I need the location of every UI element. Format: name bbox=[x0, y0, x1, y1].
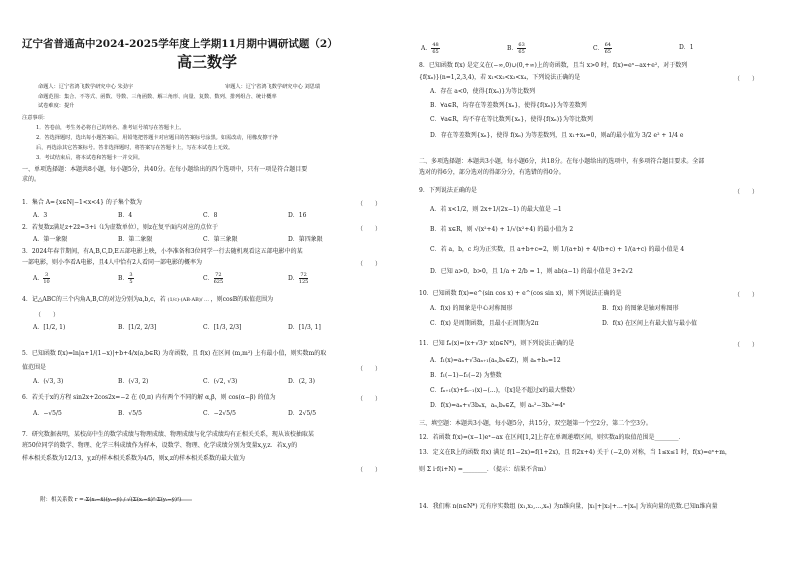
author-line: 命题人：辽宁省鸿飞数学研究中心 朱劲宇 bbox=[38, 84, 134, 90]
difficulty-line: 试卷难度：提升 bbox=[38, 103, 75, 109]
q5-option-d: D．(2, 3) bbox=[288, 378, 315, 385]
q3-option-a: A． $\frac{3}{10}$ bbox=[33, 272, 50, 285]
answer-bracket: （ ） bbox=[357, 366, 382, 373]
reviewer-line: 审题人：辽宁省鸿飞数学研究中心 刘思瑞 bbox=[225, 84, 321, 90]
q9-stem: 9．下列说法正确的是 bbox=[419, 187, 477, 194]
q2-option-b: B．第二象限 bbox=[118, 236, 153, 243]
answer-bracket: （ ） bbox=[357, 201, 382, 208]
q8-option-c: C．∀a∈R，均不存在等比数列{xₙ}，使得{f(xₙ)}为等比数列 bbox=[430, 116, 593, 123]
q1-option-d: D．16 bbox=[288, 212, 307, 219]
answer-bracket: （ ） bbox=[734, 292, 759, 299]
q8-option-a: A．存在 a<0，使得{f(xₙ)}为等比数列 bbox=[430, 88, 536, 95]
q3-stem: 3．2024年春节期间，有A,B,C,D,E五部电影上映，小李准备和3位同学一行去随机观看这五部电影中的某 bbox=[22, 248, 303, 255]
correlation-formula-graphic bbox=[84, 480, 194, 520]
q7-option-c: C． $\frac{64}{65}$ bbox=[593, 42, 611, 55]
q8-stem: 8．已知函数 f(x) 是定义在(−∞,0)∪(0,+∞)上的奇函数，且当 x>0 时，f(x)=eˣ−ax+e²，对于数列 bbox=[419, 62, 688, 69]
q13-stem-cont: 则 Σ i·f(i+N) =________．（提示：结果不含m） bbox=[419, 466, 550, 473]
q11-stem: 11．已知 fₙ(x)=(x+√3)ⁿ x(n∈N*)，则下列说法正确的是 bbox=[419, 340, 575, 347]
q7-stem: 7．研究数据表明，某校高中生的数学成绩与物理成绩、物理成绩与化学成绩均有正相关关系，现从该校抽取某 bbox=[22, 431, 314, 438]
q3-option-d: D． $\frac{72}{125}$ bbox=[288, 272, 309, 285]
q10-option-d: D．f(x) 在区间上有最大值与最小值 bbox=[602, 320, 698, 327]
q8-option-d: D．存在等差数列{xₙ}，使得 f(xₙ) 为等差数列，且 x₁+x₄=0，则a的最小值为 3/2 e² + 1/4 e bbox=[430, 132, 684, 139]
q5-stem: 5．已知函数 f(x)=ln|a+1/(1−x)|+b+4/x(a,b∈R) 为奇函数，且 f(x) 在区间 (m,m²) 上有最小值，则实数m的取 bbox=[22, 350, 327, 357]
q9-option-c: C．若 a，b，c 均为正实数，且 a+b+c=2，则 1/(a+b) + 4/(b+c) + 1/(a+c) 的最小值是 4 bbox=[430, 246, 685, 253]
q9-option-b: B．若 x∈R，则 √(x²+4) + 1/√(x²+4) 的最小值为 2 bbox=[430, 226, 574, 233]
q10-stem: 10．已知函数 f(x)=e^(sin cos x) + e^(cos sin x)，则下列说法正确的是 bbox=[419, 290, 622, 297]
q5-option-c: C．(√2, √3) bbox=[203, 378, 238, 385]
q2-option-c: C．第三象限 bbox=[203, 236, 238, 243]
q3-option-b: B． $\frac{3}{5}$ bbox=[118, 272, 133, 285]
q10-option-c: C．f(x) 是周期函数，且最小正周期为2π bbox=[430, 320, 539, 327]
q5-option-b: B．(√3, 2) bbox=[118, 378, 149, 385]
q9-option-a: A．若 x<1/2，则 2x+1/(2x−1) 的最大值是 −1 bbox=[430, 206, 562, 213]
answer-bracket: （ ） bbox=[357, 467, 382, 474]
q3-stem-cont: 一部电影，则小李看A电影，且4人中恰有2人看同一部电影的概率为 bbox=[22, 259, 202, 266]
q6-option-d: D．2√5/5 bbox=[288, 410, 317, 417]
q4-option-b: B．[1/2, 2/3] bbox=[118, 324, 157, 331]
q8-option-b: B．∀a∈R，均存在等差数列{xₙ}，使得{f(xₙ)}为等差数列 bbox=[430, 102, 587, 109]
section1-heading: 一、单项选择题：本题共8小题，每小题5分，共40分。在每小题给出的四个选项中，只有一项是符合题目要 bbox=[22, 166, 308, 173]
note-item: 后，再选涂其它答案标号。答非选择题时，将答案写在答题卡上，写在本试卷上无效。 bbox=[36, 145, 234, 151]
q11-option-a: A．f₁(x)=aₙ+√3aₙ₊₁(aₙ,bₙ∈Z)，则 aₙ+bₙ=12 bbox=[430, 357, 561, 364]
q8-stem-cont: {f(xₙ)}(n=1,2,3,4)，若 x₁<x₂<x₃<x₄，下列说法正确的是 bbox=[419, 74, 581, 81]
answer-bracket: （ ） bbox=[357, 226, 382, 233]
q9-option-d: D．已知 a>0，b>0，且 1/a + 2/b = 1，则 ab(a−1) 的最小值是 3+2√2 bbox=[430, 268, 633, 275]
answer-bracket: （ ） bbox=[734, 189, 759, 196]
q4-option-d: D．[1/3, 1] bbox=[288, 324, 321, 331]
scope-line: 命题范围：集合、不等式、函数、导数、三角函数、解三角形、向量、复数、数列、排列组合、统计概率 bbox=[38, 94, 277, 100]
answer-bracket: （ ） bbox=[357, 396, 382, 403]
q7-option-a: A． $\frac{48}{65}$ bbox=[421, 42, 439, 55]
q5-option-a: A．(√3, 3) bbox=[33, 378, 64, 385]
section2-heading-cont: 选对的得6分，部分选对的得部分分，有选错的得0分。 bbox=[419, 169, 565, 176]
subject-title: 高三数学 bbox=[177, 53, 238, 71]
q1-option-a: A．3 bbox=[33, 212, 48, 219]
q7-option-d: D．1 bbox=[679, 44, 694, 51]
q2-stem: 2．若复数z满足z+2z̄=3+i（i为虚数单位），则z在复平面内对应的点位于 bbox=[22, 224, 219, 231]
q11-option-b: B．f₁(−1)−f₁(−2) 为整数 bbox=[430, 372, 502, 379]
q1-option-b: B．4 bbox=[118, 212, 133, 219]
right-column bbox=[397, 0, 794, 562]
q11-option-d: D．f(x)=aₙ+√3bₙx，aₙ,bₙ∈Z，则 aₙ²−3bₙ²=4ⁿ bbox=[430, 402, 566, 409]
q1-stem: 1．集合 A={x∈N|−1<x<4} 的子集个数为 bbox=[22, 199, 142, 206]
q4-stem: 4．记△ABC的三个内角A,B,C的对边分别为a,b,c，若 (1/c)·(AB·AB)/ … ，则cosB的取值范围为 bbox=[22, 296, 274, 303]
q11-option-c: C．fₙ₊₁(x)+fₙ₋₁(x)−(...)，（[x]是不超过x的最大整数） bbox=[430, 387, 579, 394]
section2-heading: 二、多项选择题：本题共3小题，每小题6分，共18分。在每小题给出的选项中，有多项符合题目要求。全部 bbox=[419, 158, 705, 165]
q4-option-c: C．[1/3, 2/3] bbox=[203, 324, 242, 331]
q6-stem: 6．若关于x的方程 sin2x+2cos2x=−2 在 (0,π) 内有两个不同的解 α,β，则 cos(α−β) 的值为 bbox=[22, 394, 276, 401]
answer-bracket: （ ） bbox=[734, 76, 759, 83]
q7-stem-cont2: 样本相关系数为12/13，y,z的样本相关系数为4/5，则x,z的样本相关系数的最大值为 bbox=[22, 455, 246, 462]
q2-option-d: D．第四象限 bbox=[288, 236, 323, 243]
section1-heading-cont: 求的。 bbox=[22, 176, 41, 183]
q13-stem: 13．定义在R上的函数 f(x) 满足 f(1−2x)=f(1+2x)，且 f(2x+4) 关于 (−2,0) 对称，当 1≤x≤1 时，f(x)=eˣ+m， bbox=[419, 449, 731, 456]
q7-stem-cont: 班50位同学的数学、物理、化学三科成绩作为样本，设数学、物理、化学成绩分别为变量x,y,z．若x,y的 bbox=[22, 442, 298, 449]
answer-bracket: （ ） bbox=[734, 342, 759, 349]
q10-option-a: A．f(x) 的图象是中心对称图形 bbox=[430, 305, 513, 312]
q14-stem: 14．我们称 n(n∈N*) 元有序实数组 (x₁,x₂,…,xₙ) 为n维向量，|x₁|+|x₂|+…+|xₙ| 为该向量的范数.已知n维向量 bbox=[419, 503, 718, 510]
q6-option-b: B．√5/5 bbox=[118, 410, 142, 417]
q7-reference-formula: 附：相关系数 r = Σ(xᵢ−x̄)(yᵢ−ȳ) / √(Σ(xᵢ−x̄)²·Σ(yᵢ−ȳ)²) bbox=[40, 497, 182, 503]
answer-bracket: （ ） bbox=[35, 312, 60, 319]
note-item: 1．答卷前，考生务必将自己的姓名、准考证号填写在答题卡上。 bbox=[36, 125, 185, 131]
answer-bracket: （ ） bbox=[357, 261, 382, 268]
q1-option-c: C．8 bbox=[203, 212, 218, 219]
q6-option-c: C．−2√5/5 bbox=[203, 410, 236, 417]
q4-option-a: A．[1/2, 1) bbox=[33, 324, 66, 331]
q2-option-a: A．第一象限 bbox=[33, 236, 68, 243]
q7-option-b: B． $\frac{63}{65}$ bbox=[507, 42, 525, 55]
notes-heading: 注意事项： bbox=[22, 115, 48, 121]
section3-heading: 三、填空题：本题共3小题，每小题5分，共15分，双空题第一个空2分，第二个空3分。 bbox=[419, 420, 652, 427]
exam-title: 辽宁省普通高中2024-2025学年度上学期11月期中调研试题（2） bbox=[22, 38, 338, 50]
note-item: 2．答选择题时，选出每小题答案后，用铅笔把答题卡对应题目的答案标号涂黑。如需改动，用橡皮擦干净 bbox=[36, 135, 278, 141]
q5-stem-cont: 值范围是 bbox=[22, 364, 47, 371]
q10-option-b: B．f(x) 的图象是轴对称图形 bbox=[602, 305, 679, 312]
q3-option-c: C． $\frac{72}{625}$ bbox=[203, 272, 224, 285]
q12-stem: 12．若函数 f(x)=(x−1)eˣ−ax 在区间[1,2]上存在单调递增区间，则实数a的取值范围是________． bbox=[419, 434, 685, 441]
note-item: 3．考试结束后，将本试卷和答题卡一并交回。 bbox=[36, 155, 144, 161]
q6-option-a: A．−√5/5 bbox=[33, 410, 62, 417]
